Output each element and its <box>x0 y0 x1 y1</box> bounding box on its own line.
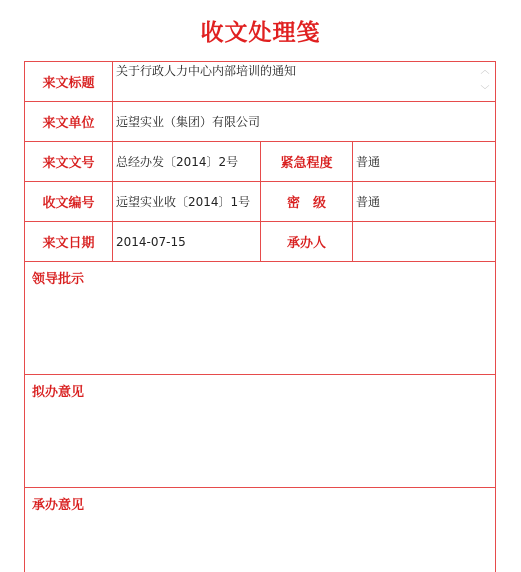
textarea-scrollbar[interactable] <box>479 66 491 96</box>
subject-label: 来文标题 <box>25 62 113 101</box>
section-leader[interactable] <box>25 262 495 375</box>
row-receive-no <box>25 182 495 222</box>
receipt-form <box>24 61 496 572</box>
receive-no-field[interactable]: 远望实业收〔2014〕1号 <box>113 182 261 221</box>
secrecy-label: 密 级 <box>261 182 353 221</box>
date-field[interactable]: 2014-07-15 <box>113 222 261 261</box>
urgency-field[interactable]: 普通 <box>356 155 381 169</box>
row-subject <box>25 62 495 102</box>
doc-no-label: 来文文号 <box>25 142 113 181</box>
page-title: 收文处理笺 <box>200 19 321 46</box>
scroll-up-icon[interactable]: ︿ <box>480 66 490 76</box>
subject-value: 关于行政人力中心内部培训的通知 <box>116 64 297 78</box>
section-draft[interactable] <box>25 375 495 488</box>
handling-label: 承办意见 <box>32 498 85 513</box>
leader-label: 领导批示 <box>32 272 85 287</box>
subject-textarea[interactable] <box>113 62 495 100</box>
source-unit-label: 来文单位 <box>25 102 113 141</box>
scroll-down-icon[interactable]: ﹀ <box>480 86 490 96</box>
draft-label: 拟办意见 <box>32 385 85 400</box>
row-source-unit <box>25 102 495 142</box>
secrecy-field[interactable]: 普通 <box>356 195 381 209</box>
doc-no-field[interactable]: 总经办发〔2014〕2号 <box>113 142 261 181</box>
receive-no-label: 收文编号 <box>25 182 113 221</box>
row-date <box>25 222 495 262</box>
handler-field[interactable] <box>353 222 495 261</box>
row-doc-no <box>25 142 495 182</box>
handler-label: 承办人 <box>261 222 353 261</box>
urgency-label: 紧急程度 <box>261 142 353 181</box>
date-label: 来文日期 <box>25 222 113 261</box>
source-unit-field[interactable]: 远望实业（集团）有限公司 <box>116 115 261 129</box>
section-handling[interactable] <box>25 488 495 572</box>
